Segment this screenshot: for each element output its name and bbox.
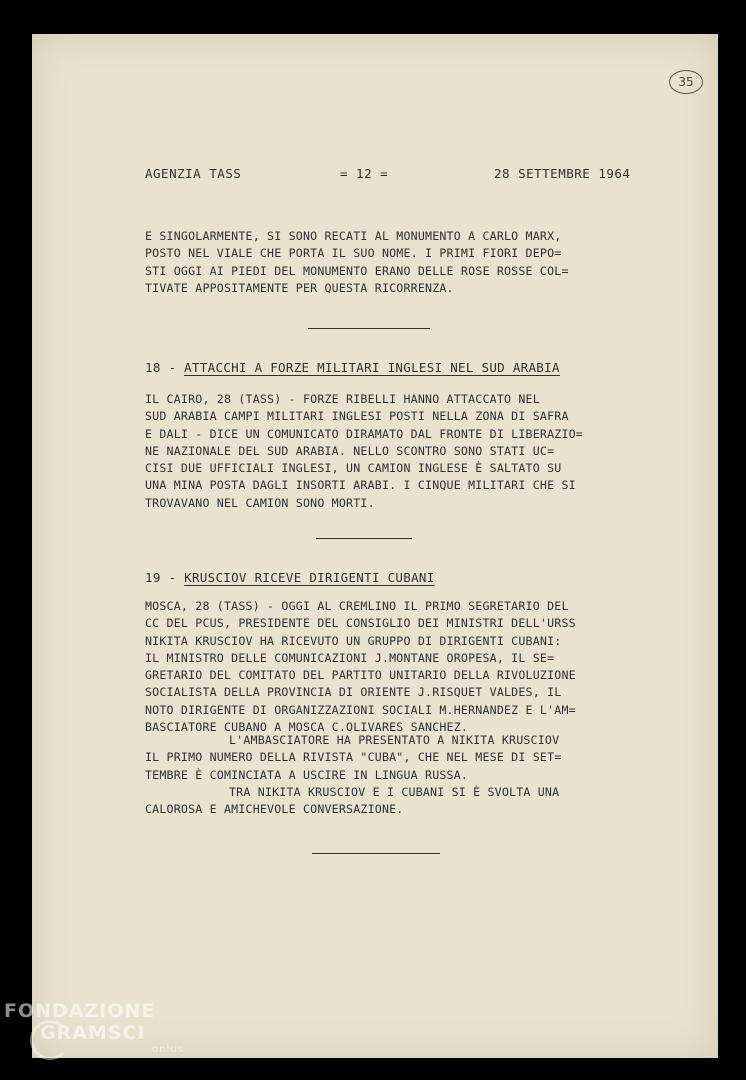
separator-rule bbox=[312, 853, 440, 854]
text-line: MOSCA, 28 (TASS) - OGGI AL CREMLINO IL PRIMO SEGRETARIO DEL bbox=[145, 599, 569, 613]
section-18-heading bbox=[145, 360, 560, 375]
text-line: GRETARIO DEL COMITATO DEL PARTITO UNITARIO DELLA RIVOLUZIONE bbox=[145, 668, 576, 683]
text-line: E DALI - DICE UN COMUNICATO DIRAMATO DAL FRONTE DI LIBERAZIO= bbox=[145, 426, 583, 441]
section-18-title: ATTACCHI A FORZE MILITARI INGLESI NEL SUD ARABIA bbox=[184, 360, 560, 375]
header-agency: AGENZIA TASS bbox=[145, 166, 242, 181]
text-line: TRA NIKITA KRUSCIOV E I CUBANI SI È SVOLTA UNA bbox=[229, 785, 560, 799]
text-line: IL MINISTRO DELLE COMUNICAZIONI J.MONTANE OROPESA, IL SE= bbox=[145, 650, 555, 665]
separator-rule bbox=[308, 328, 430, 329]
text-line: STI OGGI AI PIEDI DEL MONUMENTO ERANO DELLE ROSE ROSSE COL= bbox=[145, 263, 569, 278]
section-19-body bbox=[145, 598, 576, 736]
text-line: IL CAIRO, 28 (TASS) - FORZE RIBELLI HANNO ATTACCATO NEL bbox=[145, 392, 540, 406]
header-page: = 12 = bbox=[340, 166, 389, 181]
text-line: NIKITA KRUSCIOV HA RICEVUTO UN GRUPPO DI DIRIGENTI CUBANI: bbox=[145, 633, 562, 648]
text-line: TROVAVANO NEL CAMION SONO MORTI. bbox=[145, 495, 375, 510]
watermark-line-3: onlus bbox=[152, 1044, 184, 1055]
header-date: 28 SETTEMBRE 1964 bbox=[494, 166, 631, 181]
text-line: TEMBRE È COMINCIATA A USCIRE IN LINGUA RUSSA. bbox=[145, 767, 469, 782]
watermark bbox=[4, 1000, 184, 1056]
text-line: IL PRIMO NUMERO DELLA RIVISTA "CUBA", CHE NEL MESE DI SET= bbox=[145, 750, 562, 765]
text-line: SOCIALISTA DELLA PROVINCIA DI ORIENTE J.RISQUET VALDES, IL bbox=[145, 685, 562, 700]
section-19-paragraph-2 bbox=[145, 732, 561, 784]
page-number: 35 bbox=[678, 75, 694, 89]
section-19-heading bbox=[145, 570, 435, 585]
text-line: CISI DUE UFFICIALI INGLESI, UN CAMION INGLESE È SALTATO SU bbox=[145, 461, 562, 476]
text-line: L'AMBASCIATORE HA PRESENTATO A NIKITA KRUSCIOV bbox=[229, 733, 560, 747]
text-line: CALOROSA E AMICHEVOLE CONVERSAZIONE. bbox=[145, 802, 404, 817]
text-line: SUD ARABIA CAMPI MILITARI INGLESI POSTI NELLA ZONA DI SAFRA bbox=[145, 409, 569, 424]
document-page bbox=[32, 34, 718, 1058]
text-line: UNA MINA POSTA DAGLI INSORTI ARABI. I CINQUE MILITARI CHE SI bbox=[145, 478, 576, 493]
text-line: CC DEL PCUS, PRESIDENTE DEL CONSIGLIO DEI MINISTRI DELL'URSS bbox=[145, 616, 576, 631]
watermark-line-2: GRAMSCI bbox=[40, 1022, 146, 1044]
text-line: NOTO DIRIGENTE DI ORGANIZZAZIONI SOCIALI M.HERNANDEZ E L'AM= bbox=[145, 702, 576, 717]
text-line: BASCIATORE CUBANO A MOSCA C.OLIVARES SANCHEZ. bbox=[145, 720, 469, 735]
section-19-title: KRUSCIOV RICEVE DIRIGENTI CUBANI bbox=[184, 570, 435, 585]
watermark-line-1: FONDAZIONE bbox=[4, 1000, 156, 1022]
separator-rule bbox=[316, 538, 412, 539]
page-number-circle bbox=[669, 70, 703, 94]
section-18-body bbox=[145, 391, 583, 512]
section-19-number: 19 - bbox=[145, 570, 177, 585]
text-line: NE NAZIONALE DEL SUD ARABIA. NELLO SCONTRO SONO STATI UC= bbox=[145, 443, 555, 458]
intro-paragraph bbox=[145, 228, 569, 297]
section-19-paragraph-3 bbox=[145, 784, 559, 819]
text-line: POSTO NEL VIALE CHE PORTA IL SUO NOME. I PRIMI FIORI DEPO= bbox=[145, 246, 562, 261]
section-18-number: 18 - bbox=[145, 360, 177, 375]
text-line: E SINGOLARMENTE, SI SONO RECATI AL MONUMENTO A CARLO MARX, bbox=[145, 229, 562, 243]
text-line: TIVATE APPOSITAMENTE PER QUESTA RICORRENZA. bbox=[145, 280, 454, 295]
